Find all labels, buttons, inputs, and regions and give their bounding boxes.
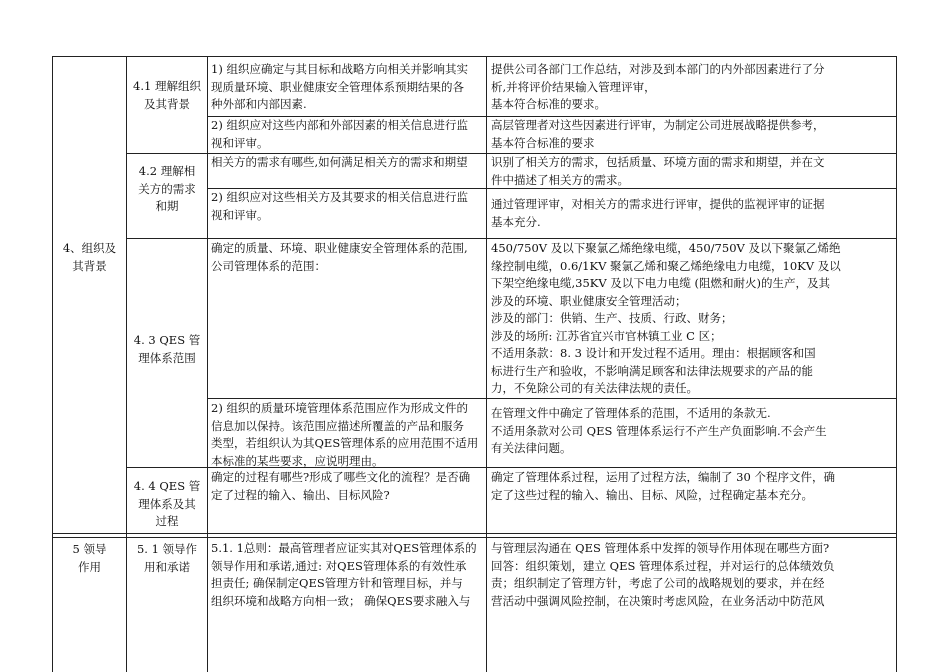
sub-clause-4-3: 4. 3 QES 管 理体系范围 xyxy=(133,333,201,365)
evidence-cell: 通过管理评审，对相关方的需求进行评审，提供的监视评审的证据 基本充分. xyxy=(491,197,825,229)
requirement-cell: 相关方的需求有哪些,如何满足相关方的需求和期望 xyxy=(211,155,468,169)
col-line xyxy=(207,56,208,672)
col-line-left xyxy=(52,56,53,672)
requirement-cell: 确定的过程有哪些?形成了哪些文化的流程？是否确 定了过程的输入、输出、目标风险? xyxy=(211,470,471,502)
requirement-cell: 确定的质量、环境、职业健康安全管理体系的范围, 公司管理体系的范围： xyxy=(211,241,468,273)
row-line xyxy=(126,238,897,239)
row-line xyxy=(207,398,897,399)
evidence-cell: 450/750V 及以下聚氯乙烯绝缘电缆，450/750V 及以下聚氯乙烯绝 缘控制电缆，0.6/1KV 聚氯乙烯和聚乙烯绝缘电力电缆，10KV 及以 下架空绝缘电缆,35KV 及以下电力电缆 (阻燃和耐火)的生产，及其 涉及的环境、职业健康安全管理活动； 涉及的部门：供销、生产、技质、行政、财务； 涉及的场所: 江苏省宜兴市官林镇工业 C 区； 不适用条款：8. 3 设计和开发过程不适用。理由：根据顾客和国 标进行生产和验收，不影响满足顾客和法律法规要求的产品的能 力，不免除公司的有关法律法规的责任。 xyxy=(491,241,841,395)
requirement-cell: 5.1. 1总则：最高管理者应证实其对QES管理体系的 领导作用和承诺,通过: 对QES管理体系的有效性承 担责任; 确保制定QES管理方针和管理目标，并与 组织环境和战略方向相一致； 确保QES要求融入与 xyxy=(211,541,477,608)
evidence-cell: 与管理层沟通在 QES 管理体系中发挥的领导作用体现在哪些方面? 回答：组织策划，建立 QES 管理体系过程，并对运行的总体绩效负 责；组织制定了管理方针，考虑了公司的战略规划的要求，并在经 营活动中强调风险控制，在决策时考虑风险，在业务活动中防范风 xyxy=(491,541,835,608)
requirement-cell: 2) 组织应对这些相关方及其要求的相关信息进行监 视和评审。 xyxy=(211,190,468,222)
evidence-cell: 确定了管理体系过程，运用了过程方法，编制了 30 个程序文件，确 定了这些过程的输入、输出、目标、风险，过程确定基本充分。 xyxy=(491,470,835,502)
evidence-cell: 在管理文件中确定了管理体系的范围，不适用的条款无. 不适用条款对公司 QES 管理体系运行不产生产负面影响.不会产生 有关法律问题。 xyxy=(491,406,827,455)
section-divider xyxy=(52,533,897,538)
sub-clause-4-4: 4. 4 QES 管 理体系及其 过程 xyxy=(133,479,201,528)
evidence-cell: 高层管理者对这些因素进行评审，为制定公司进展战略提供参考， 基本符合标准的要求 xyxy=(491,118,825,150)
sub-clause-4-1: 4.1 理解组织 及其背景 xyxy=(133,79,201,111)
requirement-cell: 1) 组织应确定与其目标和战略方向相关并影响其实 现质量环境、职业健康安全管理体系预期结果的各 种外部和内部因素. xyxy=(211,62,468,111)
requirement-cell: 2) 组织应对这些内部和外部因素的相关信息进行监 视和评审。 xyxy=(211,118,468,150)
col-line xyxy=(486,56,487,672)
evidence-cell: 提供公司各部门工作总结，对涉及到本部门的内外部因素进行了分 析,并将评价结果输入管理评审， 基本符合标准的要求。 xyxy=(491,62,825,111)
requirement-cell: 2) 组织的质量环境管理体系范围应作为形成文件的 信息加以保持。该范围应描述所覆盖的产品和服务 类型，若组织认为其QES管理体系的应用范围不适用 本标准的某些要求，应说明理由。 xyxy=(211,401,479,468)
col-line-right xyxy=(896,56,897,672)
col-line xyxy=(126,56,127,672)
main-clause-5: 5 领导 作用 xyxy=(72,542,107,574)
row-line-top xyxy=(52,56,897,57)
sub-clause-5-1: 5. 1 领导作 用和承诺 xyxy=(136,542,198,574)
sub-clause-4-2: 4.2 理解相 关方的需求 和期 xyxy=(138,164,196,213)
evidence-cell: 识别了相关方的需求，包括质量、环境方面的需求和期望，并在文 件中描述了相关方的需求。 xyxy=(491,155,825,187)
main-clause-4: 4、组织及 其背景 xyxy=(62,241,117,273)
